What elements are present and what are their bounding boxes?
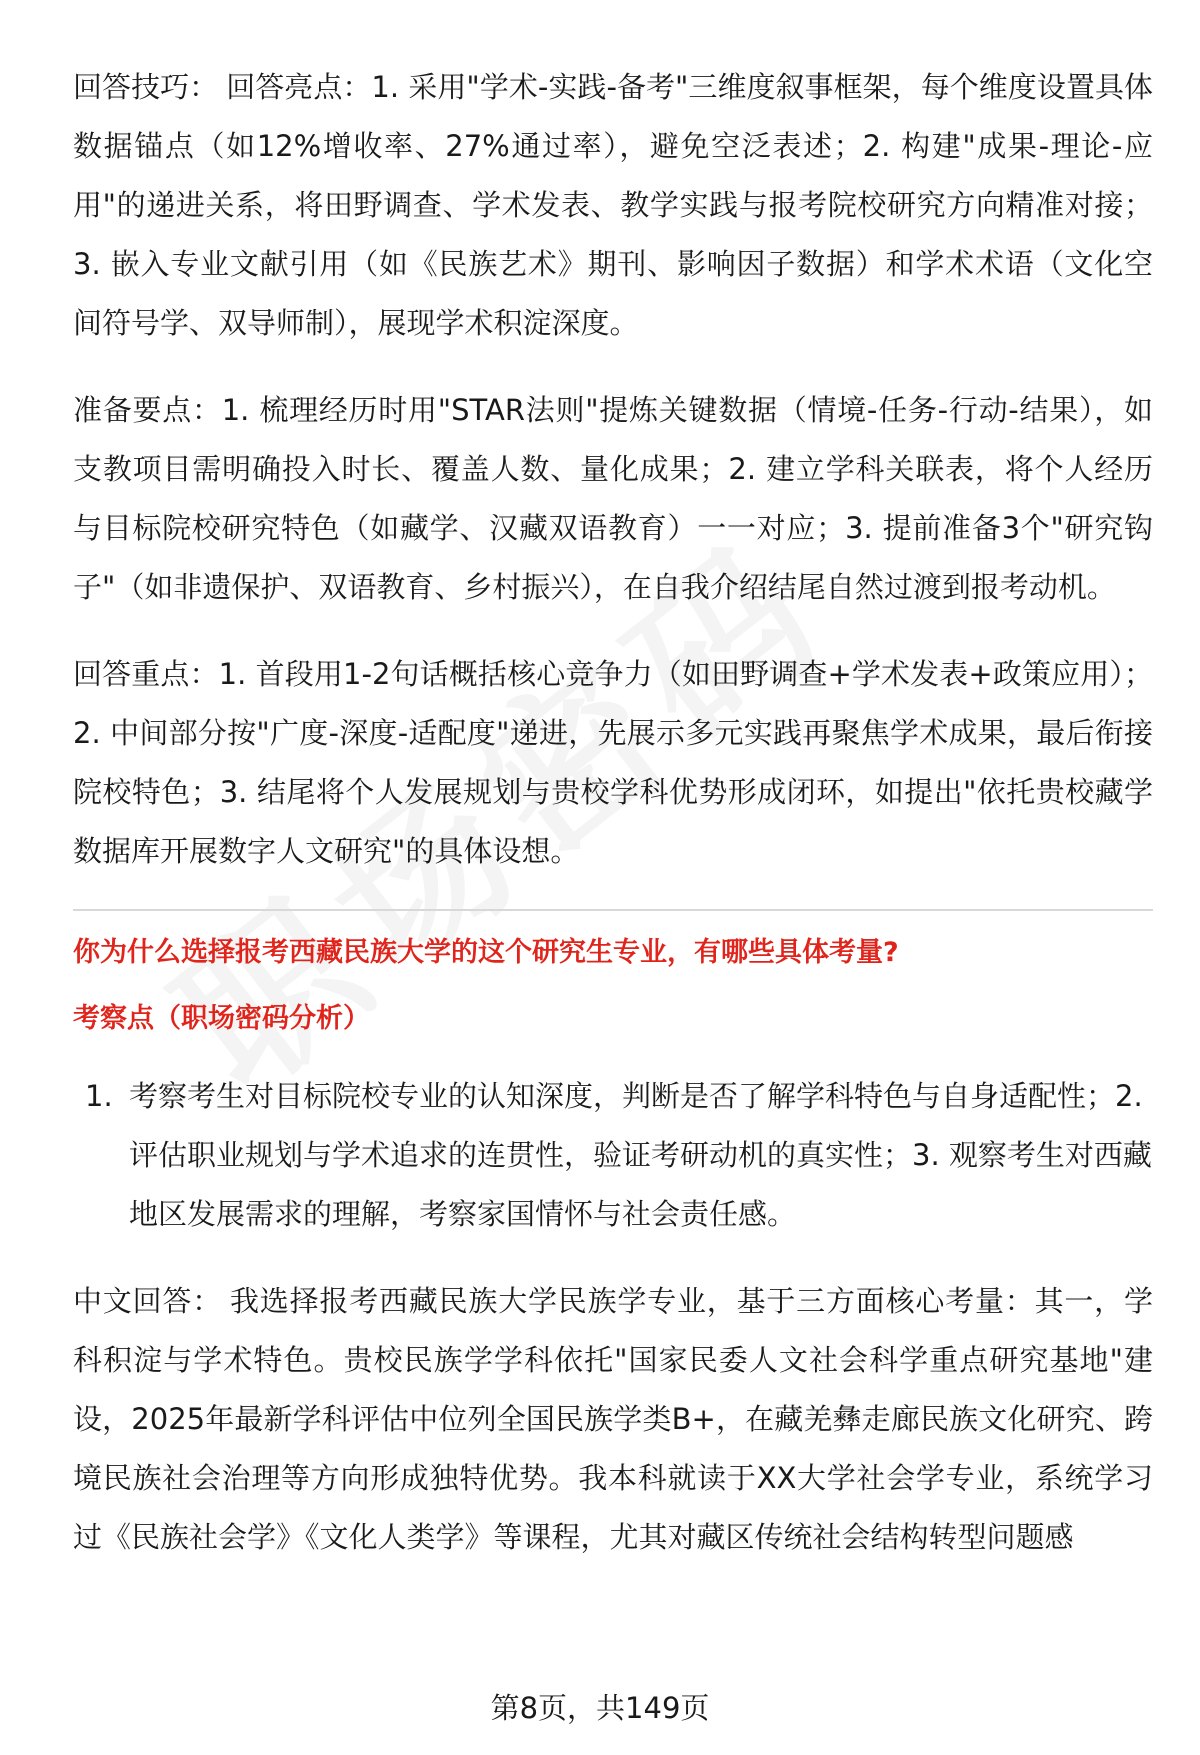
focus-label: 回答重点： <box>73 657 219 691</box>
answer-text: 我选择报考西藏民族大学民族学专业，基于三方面核心考量：其一，学科积淀与学术特色。贵校民族学学科依托"国家民委人文社会科学重点研究基地"建设，2025年最新学科评估中位列全国民族学类B+，在藏羌彝走廊民族文化研究、跨境民族社会治理等方向形成独特优势。我本科就读于XX大学社会学专业，系统学习过《民族社会学》《文化人类学》等课程，尤其对藏区传统社会结构转型问题感 <box>73 1284 1153 1554</box>
tips-paragraph <box>73 58 1153 353</box>
prep-paragraph <box>73 381 1153 617</box>
list-item <box>73 1067 1153 1244</box>
list-item-number: 1. <box>85 1079 113 1113</box>
focus-paragraph <box>73 645 1153 881</box>
tips-label: 回答技巧： <box>73 70 219 104</box>
analysis-list <box>73 1067 1153 1244</box>
answer-paragraph <box>73 1272 1153 1567</box>
prep-text: 1. 梳理经历时用"STAR法则"提炼关键数据（情境-任务-行动-结果），如支教项目需明确投入时长、覆盖人数、量化成果；2. 建立学科关联表，将个人经历与目标院校研究特色（如藏学、汉藏双语教育）一一对应；3. 提前准备3个"研究钩子"（如非遗保护、双语教育、乡村振兴），在自我介绍结尾自然过渡到报考动机。 <box>73 393 1153 604</box>
section-divider <box>73 909 1153 911</box>
list-item-text: 考察考生对目标院校专业的认知深度，判断是否了解学科特色与自身适配性；2. 评估职业规划与学术追求的连贯性，验证考研动机的真实性；3. 观察考生对西藏地区发展需求的理解，考察家国情怀与社会责任感。 <box>129 1079 1152 1231</box>
tips-text: 回答亮点：1. 采用"学术-实践-备考"三维度叙事框架，每个维度设置具体数据锚点（如12%增收率、27%通过率），避免空泛表述；2. 构建"成果-理论-应用"的递进关系，将田野调查、学术发表、教学实践与报考院校研究方向精准对接；3. 嵌入专业文献引用（如《民族艺术》期刊、影响因子数据）和学术术语（文化空间符号学、双导师制），展现学术积淀深度。 <box>73 70 1153 340</box>
answer-label: 中文回答： <box>73 1284 222 1318</box>
question-heading: 你为什么选择报考西藏民族大学的这个研究生专业，有哪些具体考量? <box>73 937 899 968</box>
page-footer: 第8页，共149页 <box>490 1691 710 1725</box>
prep-label: 准备要点： <box>73 393 222 427</box>
page-content <box>73 58 1153 1595</box>
focus-text: 1. 首段用1-2句话概括核心竞争力（如田野调查+学术发表+政策应用）；2. 中间部分按"广度-深度-适配度"递进，先展示多元实践再聚焦学术成果，最后衔接院校特色；3. 结尾将个人发展规划与贵校学科优势形成闭环，如提出"依托贵校藏学数据库开展数字人文研究"的具体设想。 <box>73 657 1153 868</box>
analysis-heading: 考察点（职场密码分析） <box>73 1003 370 1034</box>
